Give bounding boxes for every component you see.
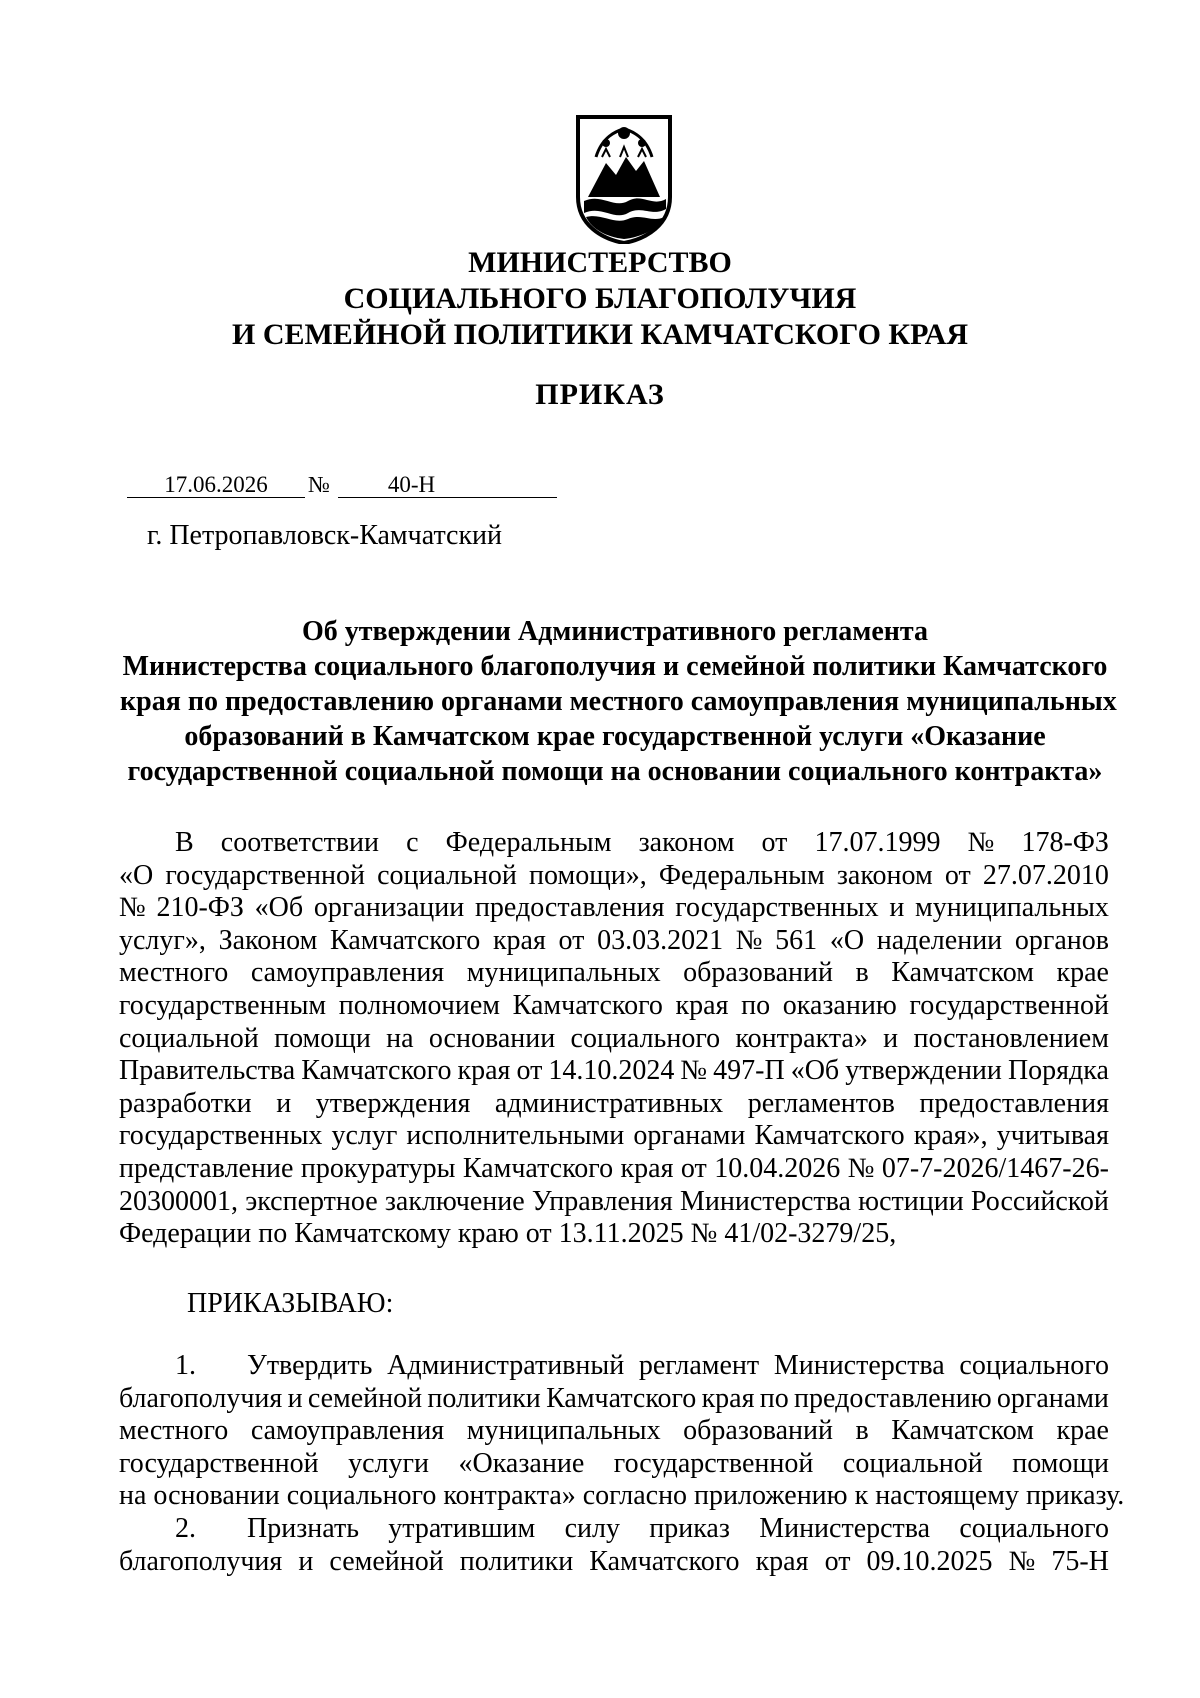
word: 27.07.2010 [982, 859, 1109, 891]
word: Административный [387, 1350, 625, 1381]
org-line-2: СОЦИАЛЬНОГО БЛАГОПОЛУЧИЯ [343, 282, 857, 315]
word: от [944, 859, 971, 891]
word: 20300001, [119, 1185, 238, 1217]
word: государственным [119, 989, 327, 1021]
word: муниципальных [915, 892, 1109, 924]
word: политики [459, 1545, 574, 1577]
word: благополучия [119, 1382, 283, 1414]
word: заключение [384, 1185, 525, 1217]
word: 07-7-2026/1467-26- [881, 1152, 1109, 1184]
word: оказанию [782, 989, 897, 1021]
preamble-paragraph [119, 827, 1109, 1251]
word: от [761, 827, 788, 858]
word: и [883, 1022, 899, 1054]
word: Министерства [680, 1185, 851, 1217]
word: образований [683, 957, 833, 989]
word: социального [959, 1350, 1109, 1381]
word: № [735, 924, 763, 956]
preamble-line [119, 827, 1109, 860]
word: 497-П [713, 1055, 785, 1087]
word: Камчатского [589, 1545, 740, 1577]
word: «О [119, 859, 154, 891]
word: по [759, 1382, 789, 1414]
word: утратившим [388, 1513, 536, 1544]
word: от [680, 1152, 707, 1184]
word: социальной [842, 1447, 983, 1479]
preamble-line [119, 1120, 1109, 1153]
word: муниципальных [466, 1415, 661, 1447]
word: самоуправления [250, 957, 445, 989]
word: Порядка [1007, 1055, 1109, 1087]
preamble-line: Федерации по Камчатскому краю от 13.11.2025 № 41/02-3279/25, [119, 1218, 897, 1250]
word: государственной [613, 1447, 814, 1479]
word: в [855, 957, 869, 989]
word: силу [564, 1513, 620, 1544]
preamble-line [119, 925, 1109, 958]
word: представление [119, 1152, 294, 1184]
number-sign: № [308, 472, 330, 497]
word: и [276, 1087, 292, 1119]
kamchatka-coat-of-arms-icon [572, 113, 676, 244]
word: услуг [331, 1120, 398, 1152]
word: и [298, 1545, 314, 1577]
word: семейной [307, 1382, 423, 1414]
word: социального [570, 1022, 721, 1054]
word: в [855, 1415, 869, 1447]
word: законом [638, 827, 735, 858]
word: края [755, 1545, 809, 1577]
word: помощи», [529, 859, 647, 891]
item-first-text [247, 1513, 1109, 1546]
subject-line: государственной социальной помощи на основании социального контракта» [127, 756, 1103, 787]
word: края [701, 1382, 755, 1414]
word: утверждении [845, 1055, 1002, 1087]
word: самоуправления [250, 1415, 445, 1447]
word: «Об [254, 892, 304, 924]
word: от [516, 1055, 543, 1087]
document-number: 40-Н [387, 472, 436, 497]
word: крае [1056, 1415, 1109, 1447]
word: предоставления [474, 892, 665, 924]
word: края [492, 924, 546, 956]
word: прокуратуры [300, 1152, 456, 1184]
word: 178-ФЗ [1021, 827, 1109, 858]
item-line [119, 1415, 1109, 1448]
word: края [620, 1152, 674, 1184]
word: 210-ФЗ [156, 892, 244, 924]
word: предоставления [919, 1087, 1109, 1119]
word: регламентов [747, 1087, 895, 1119]
order-item-2 [119, 1513, 1109, 1578]
preamble-line [119, 892, 1109, 925]
word: «Об [790, 1055, 840, 1087]
word: края [457, 1055, 511, 1087]
word: местного [119, 957, 229, 989]
word: Камчатского [512, 989, 663, 1021]
subject-line: образований в Камчатском крае государственной услуги «Оказание [184, 721, 1046, 752]
word: социальной [377, 859, 517, 891]
item-line [119, 1383, 1109, 1416]
preamble-line [119, 1088, 1109, 1121]
word: Камчатского [462, 1152, 614, 1184]
word: утверждения [315, 1087, 471, 1119]
word: Камчатском [891, 957, 1034, 989]
word: наделении [876, 924, 1003, 956]
word: 14.10.2024 [548, 1055, 675, 1087]
item-number: 2. [175, 1513, 196, 1544]
word: Камчатского [330, 924, 481, 956]
word: 09.10.2025 [866, 1545, 993, 1577]
word: учитывая [996, 1120, 1109, 1152]
word: края», [913, 1120, 988, 1152]
word: органов [1014, 924, 1109, 956]
word: экспертное [245, 1185, 378, 1217]
word: 10.04.2026 [714, 1152, 841, 1184]
word: Камчатского [546, 1382, 697, 1414]
word: законом [836, 859, 933, 891]
word: от [824, 1545, 851, 1577]
word: «Оказание [458, 1447, 585, 1479]
item-first-text [247, 1350, 1109, 1383]
word: местного [119, 1415, 229, 1447]
word: благополучия [119, 1545, 283, 1577]
org-line-3: И СЕМЕЙНОЙ ПОЛИТИКИ КАМЧАТСКОГО КРАЯ [231, 318, 968, 351]
word: регламент [638, 1350, 760, 1381]
subject-line: Об утверждении Административного регламента [301, 616, 929, 647]
word: юстиции [858, 1185, 964, 1217]
word: Правительства [119, 1055, 296, 1087]
word: Камчатского [301, 1055, 452, 1087]
word: Федеральным [445, 827, 612, 858]
city: г. Петропавловск-Камчатский [147, 520, 503, 551]
word: № [967, 827, 995, 858]
date-number-line [127, 472, 557, 500]
word: полномочием [338, 989, 501, 1021]
document-number-field [338, 472, 557, 498]
word: постановлением [913, 1022, 1109, 1054]
preamble-line [119, 1055, 1109, 1088]
word: муниципальных [466, 957, 661, 989]
decree-word: ПРИКАЗЫВАЮ: [187, 1288, 394, 1319]
word: предоставлению [794, 1382, 992, 1414]
word: Министерства [759, 1513, 931, 1544]
preamble-line [119, 1023, 1109, 1056]
word: услуг», [119, 924, 206, 956]
word: семейной [329, 1545, 444, 1577]
word: политики [427, 1382, 541, 1414]
word: 03.03.2021 [597, 924, 724, 956]
word: крае [1056, 957, 1109, 989]
word: № [119, 892, 146, 924]
word: органами [996, 1382, 1109, 1414]
word: услуги [348, 1447, 429, 1479]
org-line-1: МИНИСТЕРСТВО [468, 246, 732, 279]
word: по [741, 989, 771, 1021]
word: «О [829, 924, 865, 956]
item-line [119, 1448, 1109, 1481]
word: № [1008, 1545, 1036, 1577]
subject-line: края по предоставлению органами местного самоуправления муниципальных [120, 686, 1117, 717]
organization-name [0, 245, 1200, 353]
word: организации [313, 892, 465, 924]
word: Камчатском [891, 1415, 1034, 1447]
word: с [406, 827, 419, 858]
word: образований [683, 1415, 833, 1447]
document-date: 17.06.2026 [127, 472, 305, 498]
word: и [287, 1382, 303, 1414]
word: Федеральным [658, 859, 825, 891]
subject-line: Министерства социального благополучия и семейной политики Камчатского [122, 651, 1108, 682]
word: исполнительными [406, 1120, 625, 1152]
word: 561 [775, 924, 818, 956]
preamble-line [119, 990, 1109, 1023]
word: Министерства [773, 1350, 945, 1381]
word: государственных [119, 1120, 323, 1152]
word: и [889, 892, 905, 924]
word: 75-Н [1051, 1545, 1109, 1577]
word: Утвердить [247, 1350, 373, 1381]
document-type: ПРИКАЗ [535, 378, 665, 411]
word: Управления [531, 1185, 673, 1217]
item-line [119, 1546, 1109, 1579]
preamble-line [119, 1186, 1109, 1219]
item-first-line [119, 1513, 1109, 1546]
word: Российской [970, 1185, 1109, 1217]
word: 17.07.1999 [814, 827, 941, 858]
document-subject [120, 614, 1117, 789]
order-item-1 [119, 1350, 1125, 1513]
word: № [680, 1055, 708, 1087]
word: государственной [165, 859, 365, 891]
word: № [847, 1152, 875, 1184]
word: Признать [247, 1513, 359, 1544]
word: социального [959, 1513, 1109, 1544]
word: помощи [274, 1022, 371, 1054]
word: от [558, 924, 585, 956]
word: органами [633, 1120, 746, 1152]
word: социальной [119, 1022, 259, 1054]
word: соответствии [220, 827, 380, 858]
word: Законом [218, 924, 318, 956]
word: В [175, 827, 194, 858]
word: государственной [119, 1447, 319, 1479]
word: основании [428, 1022, 556, 1054]
preamble-line [119, 860, 1109, 893]
preamble-line [119, 957, 1109, 990]
word: административных [494, 1087, 724, 1119]
preamble-line [119, 1153, 1109, 1186]
item-number: 1. [175, 1350, 196, 1381]
word: разработки [119, 1087, 252, 1119]
word: государственных [675, 892, 879, 924]
word: Камчатского [754, 1120, 905, 1152]
word: края [675, 989, 729, 1021]
word: помощи [1012, 1447, 1109, 1479]
item-first-line [119, 1350, 1109, 1383]
word: государственной [909, 989, 1109, 1021]
word: приказ [649, 1513, 730, 1544]
item-line: на основании социального контракта» согласно приложению к настоящему приказу. [119, 1480, 1125, 1512]
word: контракта» [735, 1022, 868, 1054]
word: на [386, 1022, 414, 1054]
